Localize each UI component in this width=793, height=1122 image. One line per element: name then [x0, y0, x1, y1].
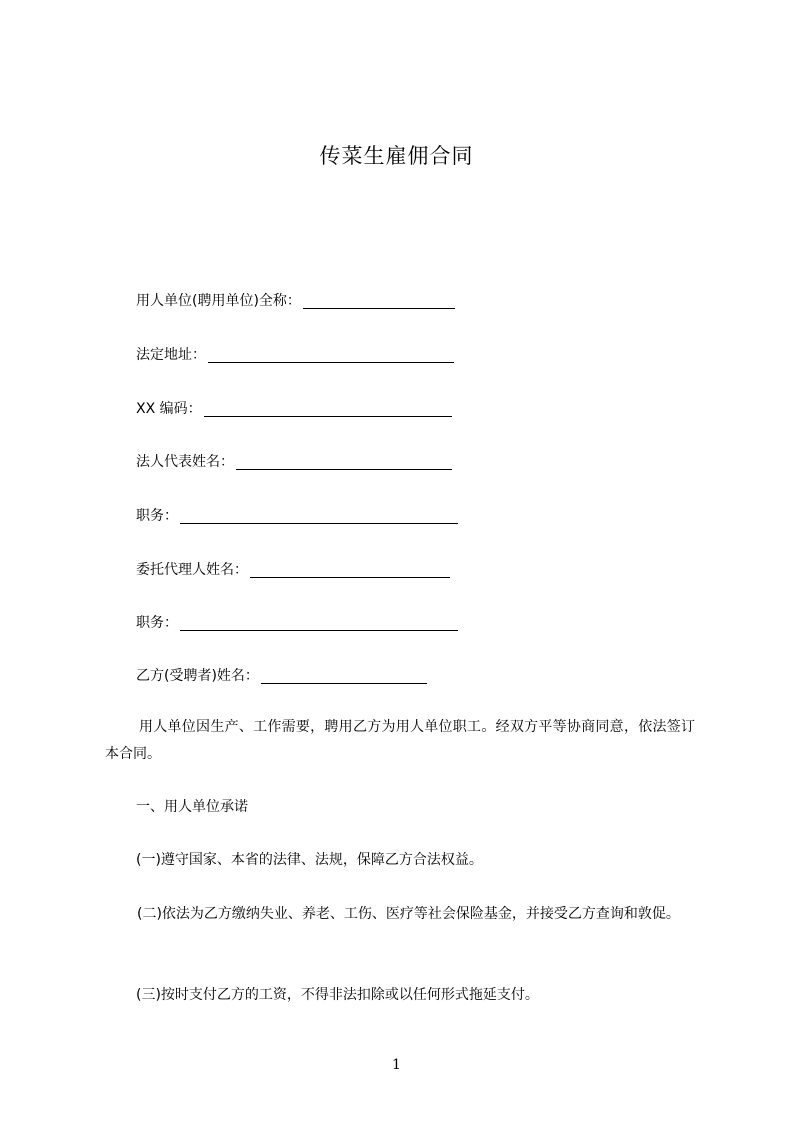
field-label: 委托代理人姓名： [136, 562, 248, 578]
field-label: 用人单位(聘用单位)全称： [136, 293, 301, 309]
field-label: 法定地址： [136, 347, 206, 363]
section-heading: 一、用人单位承诺 [136, 799, 248, 815]
field-label: 职务： [136, 615, 178, 631]
fill-in-blank [204, 401, 452, 417]
document-title: 传菜生雇佣合同 [319, 144, 474, 168]
field-party-b-name [136, 666, 427, 686]
fill-in-blank [250, 562, 450, 578]
field-label: XX 编码： [136, 401, 202, 417]
field-position-2 [136, 613, 458, 633]
field-label: 职务： [136, 508, 178, 524]
section-item-1: (一)遵守国家、本省的法律、法规，保障乙方合法权益。 [136, 852, 483, 868]
fill-in-blank [261, 668, 427, 684]
section-item-3: (三)按时支付乙方的工资，不得非法扣除或以任何形式拖延支付。 [136, 987, 539, 1003]
field-agent-name [136, 560, 450, 580]
page-number: 1 [392, 1057, 401, 1073]
field-legal-representative [136, 452, 452, 472]
fill-in-blank [180, 615, 458, 631]
field-label: 法人代表姓名： [136, 454, 234, 470]
fill-in-blank [303, 293, 455, 309]
field-legal-address [136, 345, 454, 365]
intro-paragraph: 用人单位因生产、工作需要，聘用乙方为用人单位职工。经双方平等协商同意，依法签订本合同。 [105, 719, 695, 762]
field-label: 乙方(受聘者)姓名： [136, 668, 259, 684]
field-position-1 [136, 506, 458, 526]
field-employer-name [136, 291, 455, 311]
section-item-2: (二)依法为乙方缴纳失业、养老、工伤、医疗等社会保险基金，并接受乙方查询和敦促。 [137, 906, 680, 922]
fill-in-blank [236, 454, 452, 470]
fill-in-blank [208, 347, 454, 363]
field-code [136, 399, 452, 419]
fill-in-blank [180, 508, 458, 524]
